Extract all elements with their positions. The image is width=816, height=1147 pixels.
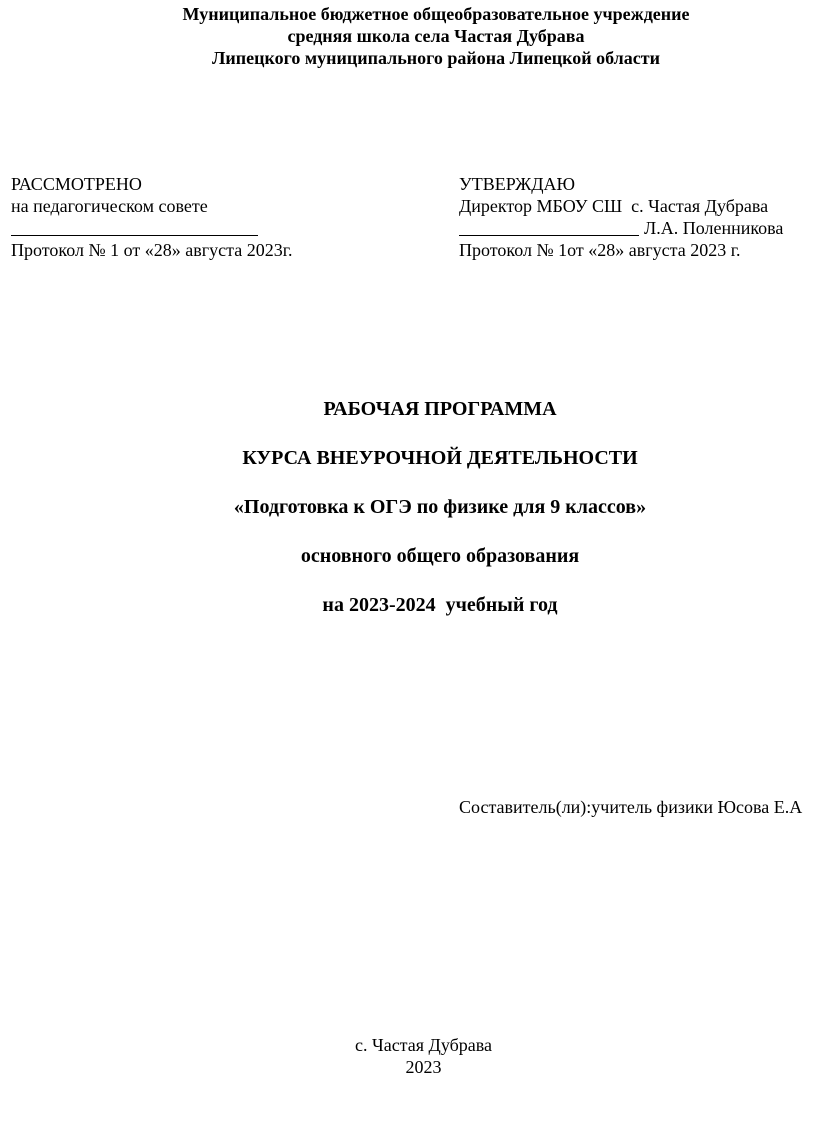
signature-rule xyxy=(11,235,258,236)
institution-name-line-1: Муниципальное бюджетное общеобразовательное учреждение xyxy=(182,4,690,24)
title-line-1: РАБОЧАЯ ПРОГРАММА xyxy=(323,398,557,420)
author-line: Составитель(ли):учитель физики Юсова Е.А xyxy=(459,797,803,817)
approved-position: Директор МБОУ СШ с. Частая Дубрава xyxy=(459,196,769,216)
footer xyxy=(0,1034,816,1078)
title-line-5: на 2023-2024 учебный год xyxy=(322,594,558,616)
approved-signature-line xyxy=(459,217,809,239)
signature-rule xyxy=(459,235,639,236)
institution-name-line-2: средняя школа села Частая Дубрава xyxy=(287,26,585,46)
approved-block xyxy=(459,173,809,261)
program-title xyxy=(0,396,816,641)
considered-status: РАССМОТРЕНО xyxy=(11,174,142,194)
considered-signature-line xyxy=(11,217,341,239)
considered-block xyxy=(11,173,341,261)
title-line-2: КУРСА ВНЕУРОЧНОЙ ДЕЯТЕЛЬНОСТИ xyxy=(242,447,638,469)
approved-signatory: Л.А. Поленникова xyxy=(644,218,784,238)
footer-place: с. Частая Дубрава xyxy=(355,1035,492,1055)
approved-status: УТВЕРЖДАЮ xyxy=(459,174,576,194)
title-line-4: основного общего образования xyxy=(300,545,580,567)
institution-header xyxy=(0,3,816,69)
institution-name-line-3: Липецкого муниципального района Липецкой области xyxy=(212,48,660,68)
approved-protocol: Протокол № 1от «28» августа 2023 г. xyxy=(459,240,741,260)
footer-year: 2023 xyxy=(405,1057,442,1077)
considered-body: на педагогическом совете xyxy=(11,196,208,216)
title-line-3: «Подготовка к ОГЭ по физике для 9 классов» xyxy=(233,496,647,518)
considered-protocol: Протокол № 1 от «28» августа 2023г. xyxy=(11,240,293,260)
